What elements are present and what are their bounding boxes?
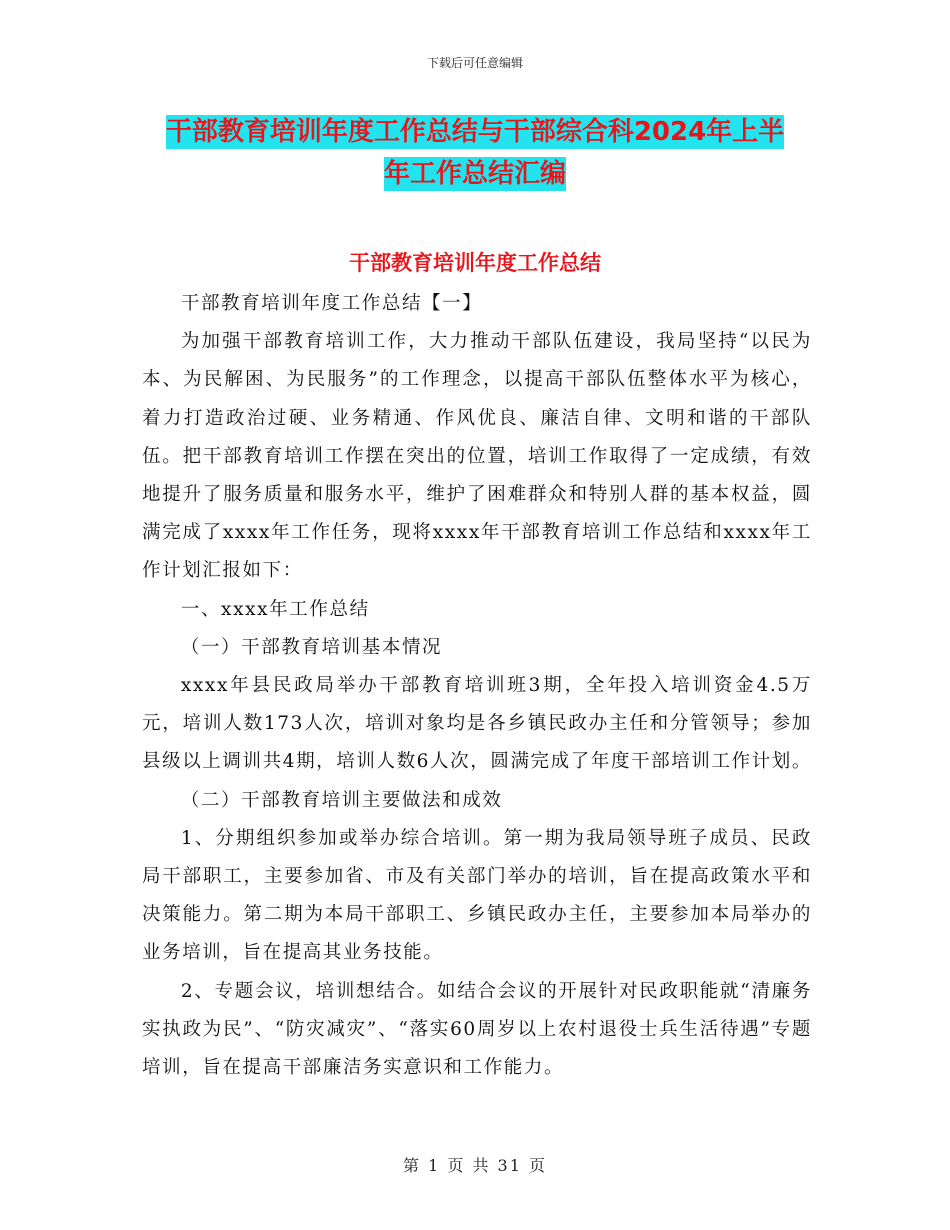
page-header-note: 下载后可任意编辑 <box>426 56 523 70</box>
paragraph-item-2: 2、专题会议，培训想结合。如结合会议的开展针对民政职能就“清廉务实执政为民”、“防灾减灾”、“落实60周岁以上农村退役士兵生活待遇”专题培训，旨在提高干部廉洁务实意识和工作能力。 <box>142 980 812 1079</box>
section-title: 干部教育培训年度工作总结 <box>349 251 601 275</box>
document-title-line-2-text: 年工作总结汇编 <box>383 159 566 189</box>
paragraph-basic-situation: xxxx年县民政局举办干部教育培训班3期，全年投入培训资金4.5万元，培训人数173人次，培训对象均是各乡镇民政办主任和分管领导；参加县级以上调训共4期，培训人数6人次，圆满完成了年度干部培训工作计划。 <box>142 675 812 773</box>
document-body <box>142 285 812 1087</box>
document-title-line-1 <box>0 113 950 151</box>
page-number: 第 1 页 共 31 页 <box>403 1156 547 1175</box>
paragraph-subtitle: 干部教育培训年度工作总结【一】 <box>180 293 483 314</box>
document-title-line-2 <box>0 155 950 193</box>
paragraph-item-1: 1、分期组织参加或举办综合培训。第一期为我局领导班子成员、民政局干部职工，主要参加省、市及有关部门举办的培训，旨在提高政策水平和决策能力。第二期为本局干部职工、乡镇民政办主任，主要参加本局举办的业务培训，旨在提高其业务技能。 <box>142 827 812 964</box>
document-title-line-1-text: 干部教育培训年度工作总结与干部综合科2024年上半 <box>165 117 785 147</box>
heading-level-1: 一、xxxx年工作总结 <box>180 598 370 620</box>
heading-level-2-basic: （一）干部教育培训基本情况 <box>180 636 443 658</box>
heading-level-2-practices: （二）干部教育培训主要做法和成效 <box>180 789 503 811</box>
paragraph-intro: 为加强干部教育培训工作，大力推动干部队伍建设，我局坚持“以民为本、为民解困、为民服务”的工作理念，以提高干部队伍整体水平为核心，着力打造政治过硬、业务精通、作风优良、廉洁自律、文明和谐的干部队伍。把干部教育培训工作摆在突出的位置，培训工作取得了一定成绩，有效地提升了服务质量和服务水平，维护了困难群众和特别人群的基本权益，圆满完成了xxxx年工作任务，现将xxxx年干部教育培训工作总结和xxxx年工作计划汇报如下： <box>142 331 812 582</box>
